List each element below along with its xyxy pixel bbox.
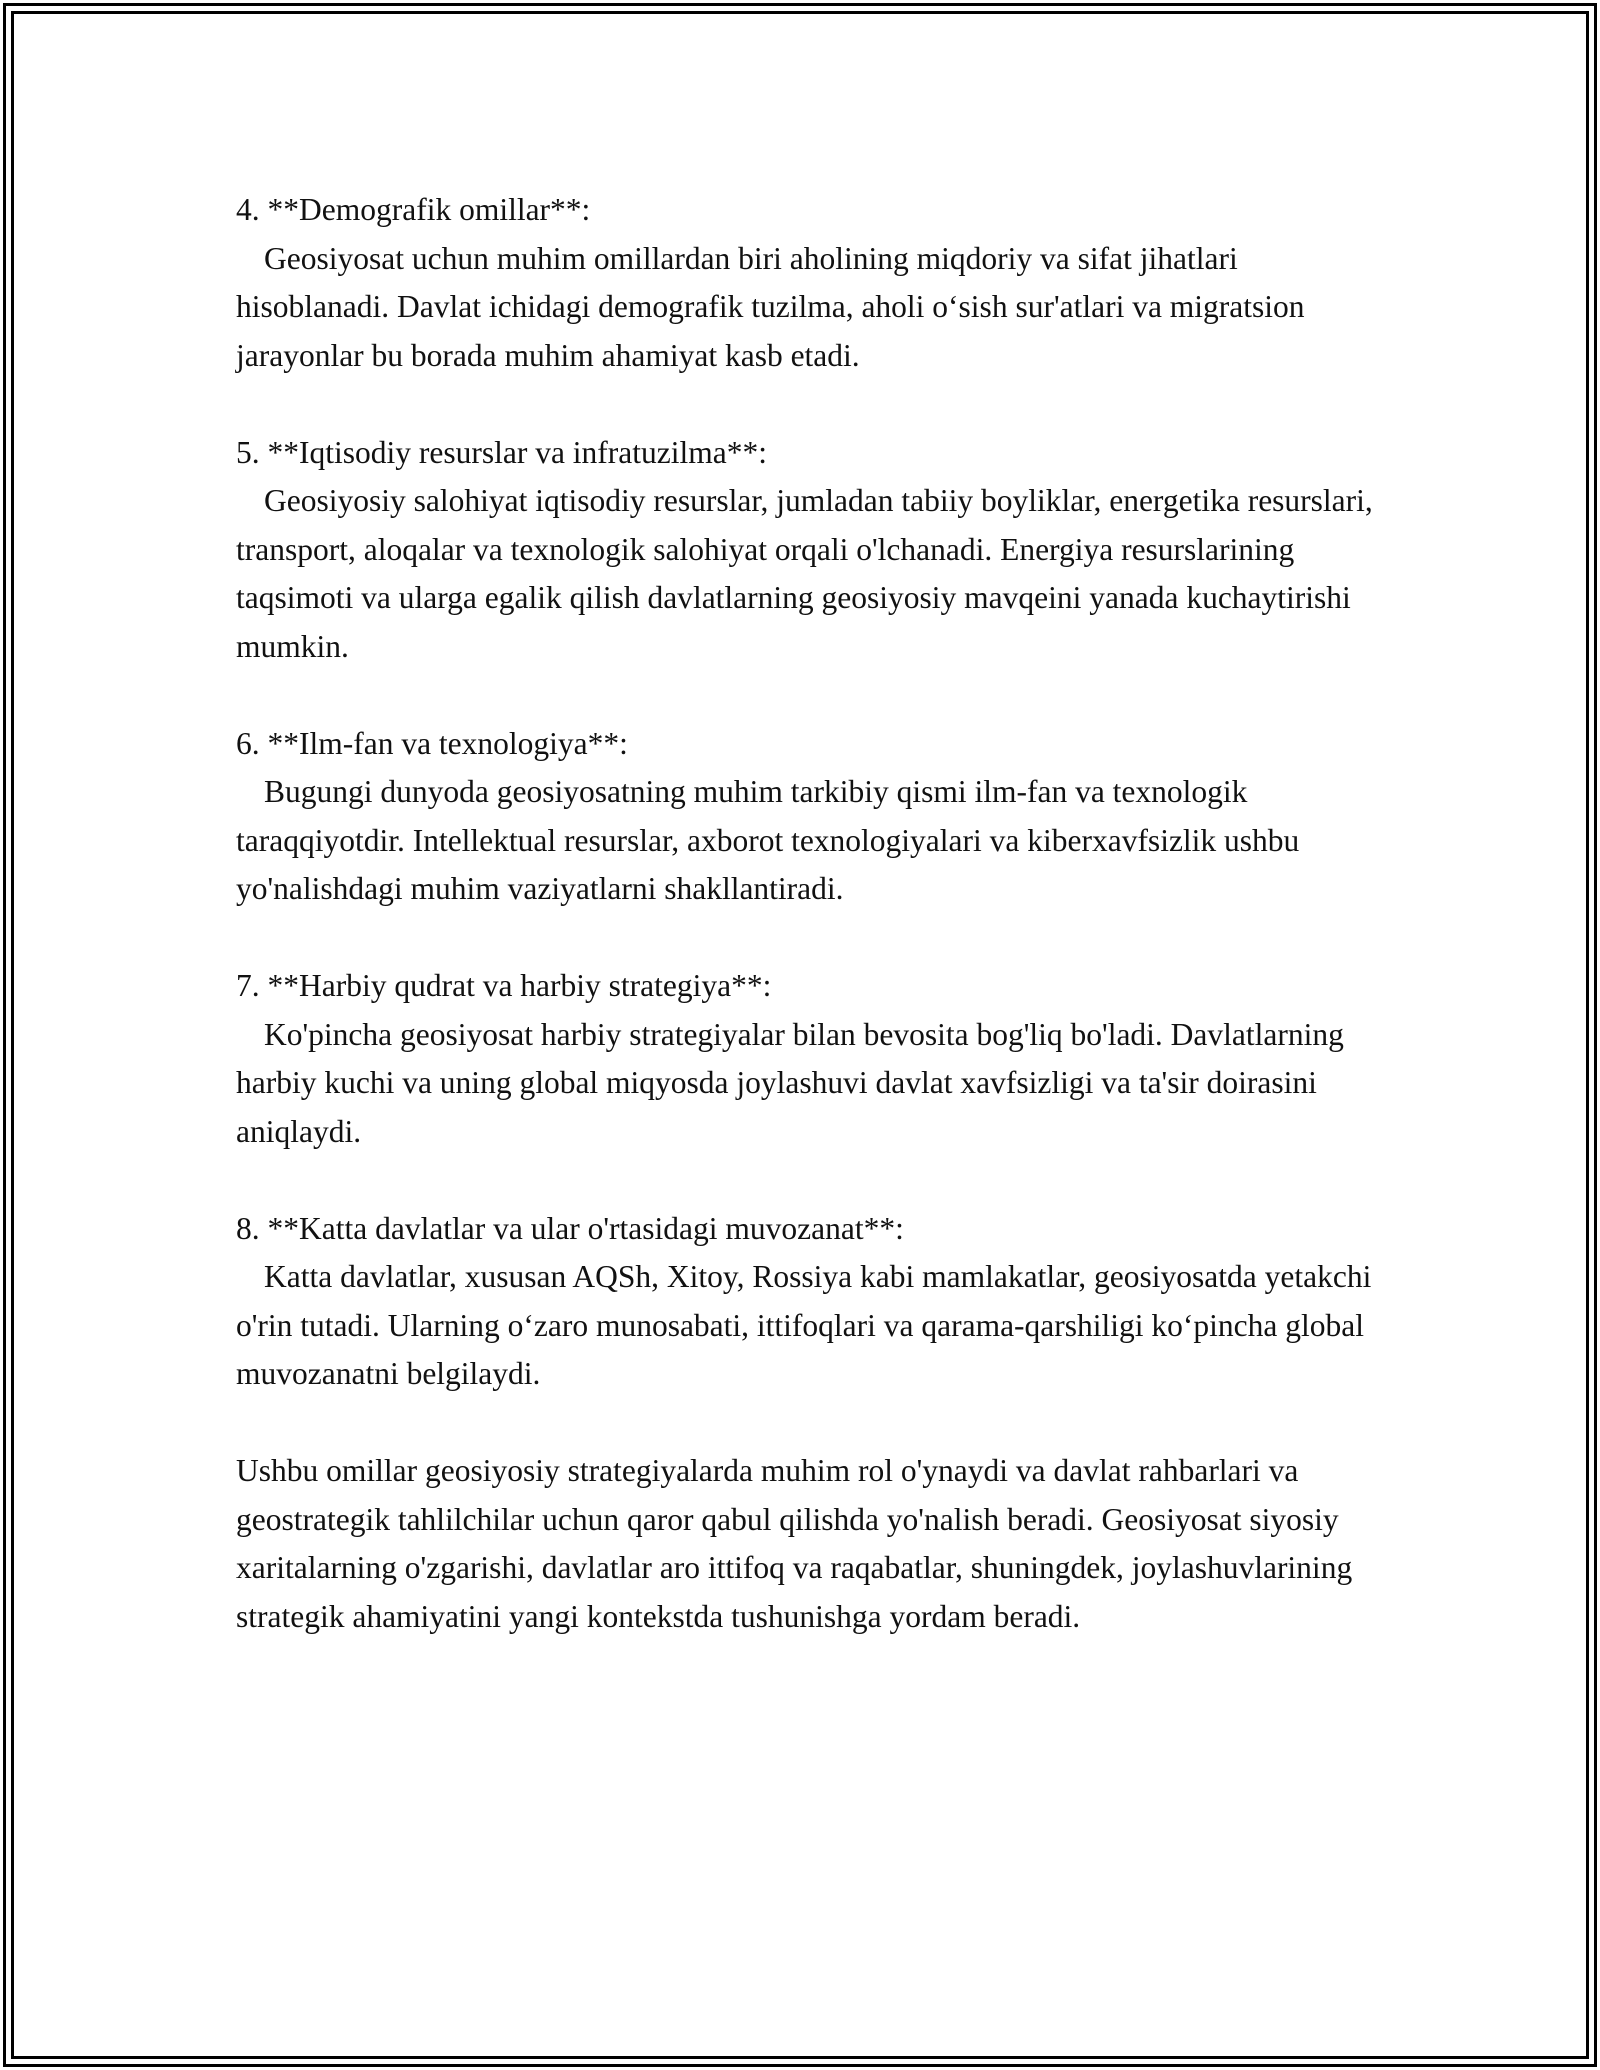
section-body: Geosiyosat uchun muhim omillardan biri aholining miqdoriy va sifat jihatlari hisoblanadi. Davlat ichidagi demografik tuzilma, aholi o‘sish sur'atlari va migratsion jarayonlar bu borada muhim ahamiyat kasb etadi. [236, 240, 1313, 373]
section-body: Bugungi dunyoda geosiyosatning muhim tarkibiy qismi ilm-fan va texnologik taraqqiyotdir. Intellektual resurslar, axborot texnologiyalari va kiberxavfsizlik ushbu yo'nalishdagi muhim vaziyatlarni shakllantiradi. [236, 774, 1308, 906]
section-demografik-omillar [236, 186, 1386, 380]
section-body: Katta davlatlar, xususan AQSh, Xitoy, Rossiya kabi mamlakatlar, geosiyosatda yetakchi o'rin tutadi. Ularning o‘zaro munosabati, ittifoqlari va qarama-qarshiligi ko‘pincha global muvozanatni belgilaydi. [236, 1259, 1380, 1391]
conclusion-paragraph: Ushbu omillar geosiyosiy strategiyalarda muhim rol o'ynaydi va davlat rahbarlari va geostrategik tahlilchilar uchun qaror qabul qilishda yo'nalish beradi. Geosiyosat siyosiy xaritalarning o'zgarishi, davlatlar aro ittifoq va raqabatlar, shuningdek, joylashuvlarining strategik ahamiyatini yangi kontekstda tushunishga yordam beradi. [236, 1453, 1353, 1634]
section-katta-davlatlar [236, 1205, 1386, 1399]
section-body: Geosiyosiy salohiyat iqtisodiy resurslar, jumladan tabiiy boyliklar, energetika resurslari, transport, aloqalar va texnologik salohiyat orqali o'lchanadi. Energiya resurslarining taqsimoti va ularga egalik qilish davlatlarning geosiyosiy mavqeini yanada kuchaytirishi mumkin. [236, 483, 1381, 664]
section-heading: 4. **Demografik omillar**: [236, 192, 591, 227]
section-ilm-fan [236, 720, 1386, 914]
section-harbiy-qudrat [236, 962, 1386, 1156]
section-heading: 7. **Harbiy qudrat va harbiy strategiya**: [236, 968, 772, 1003]
section-heading: 5. **Iqtisodiy resurslar va infratuzilma**: [236, 434, 767, 470]
section-body: Ko'pincha geosiyosat harbiy strategiyalar bilan bevosita bog'liq bo'ladi. Davlatlarning harbiy kuchi va uning global miqyosda joylashuvi davlat xavfsizligi va ta'sir doirasini aniqlaydi. [236, 1016, 1352, 1149]
section-heading: 8. **Katta davlatlar va ular o'rtasidagi muvozanat**: [236, 1210, 904, 1246]
document-body [236, 186, 1386, 1641]
section-iqtisodiy-resurslar [236, 429, 1386, 672]
section-heading: 6. **Ilm-fan va texnologiya**: [236, 725, 628, 761]
